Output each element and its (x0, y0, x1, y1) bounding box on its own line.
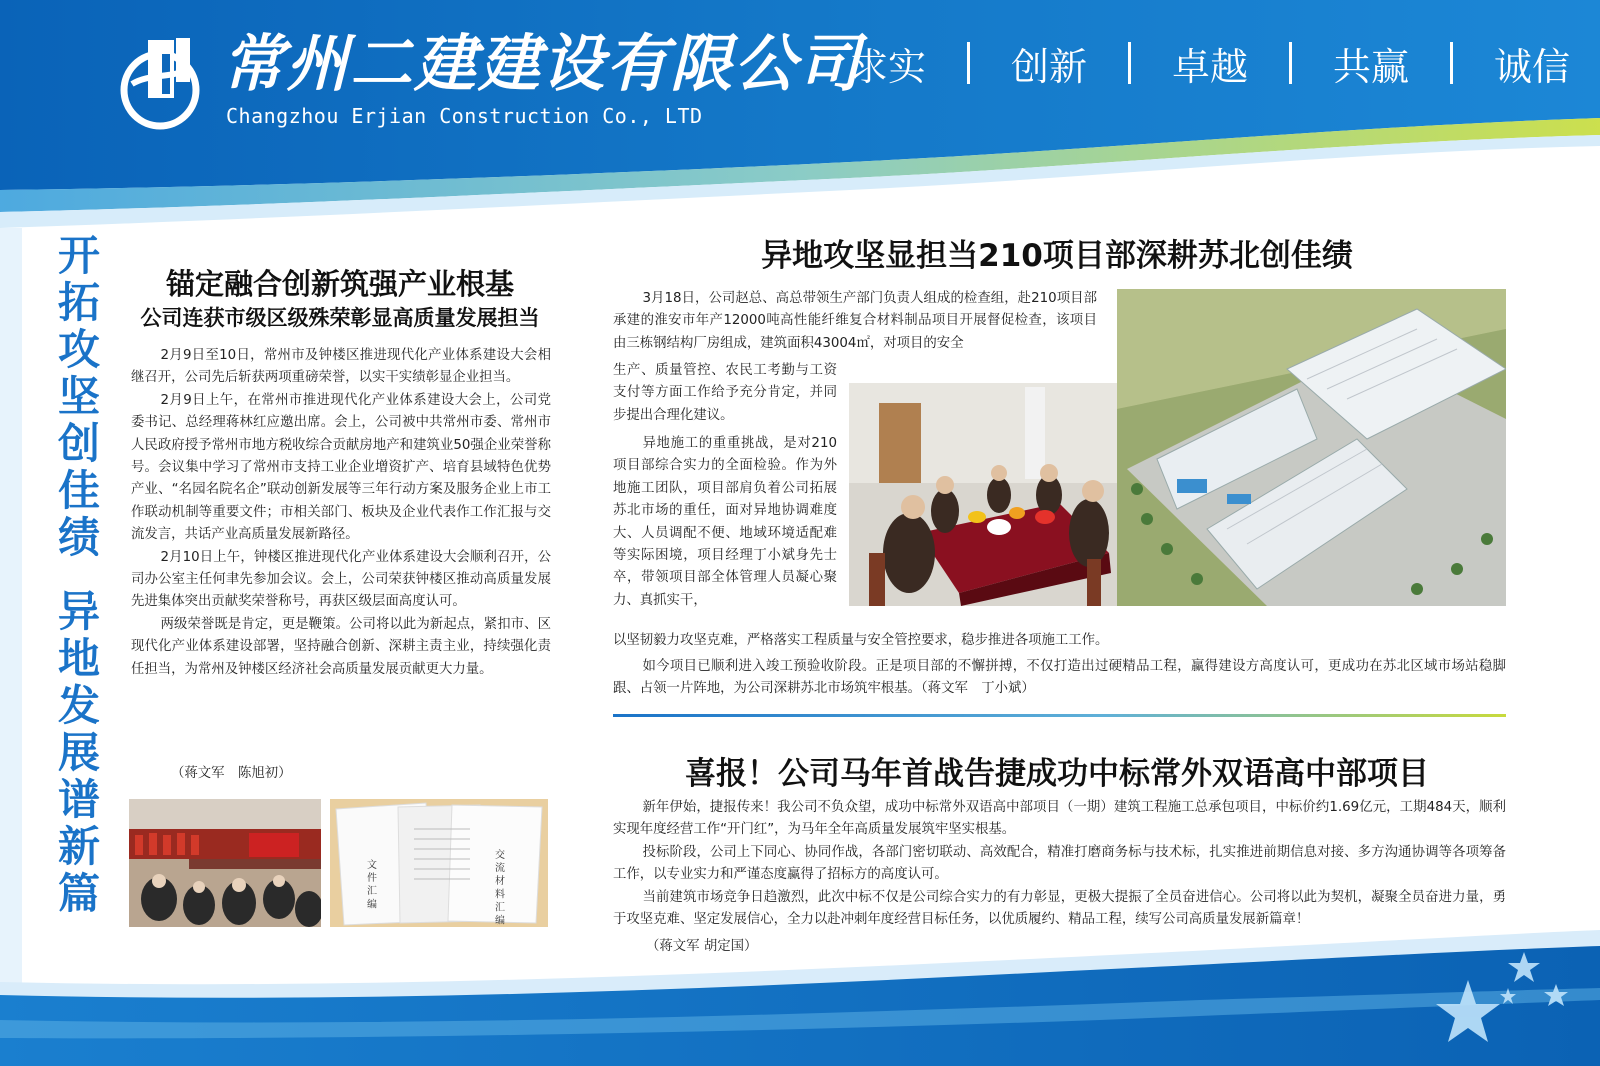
left-article-paragraph: 两级荣誉既是肯定，更是鞭策。公司将以此为新起点，紧扣市、区现代化产业体系建设部署，坚持融合创新、深耕主责主业，持续强化责任担当，为常州及钟楼区经济社会高质量发展贡献更大力量。 (131, 616, 551, 677)
paragraph-text: 如今项目已顺利进入竣工预验收阶段。正是项目部的不懈拼搏，不仅打造出过硬精品工程，赢得建设方高度认可，更成功在苏北区域市场站稳脚跟、占领一片阵地，为公司深耕苏北市场筑牢根基。（蒋文军 丁小斌） (613, 659, 1506, 697)
top-right-article-title: 异地攻坚显担当210项目部深耕苏北创佳绩 (761, 238, 1353, 274)
bottom-article-title: 喜报！公司马年首战告捷成功中标常外双语高中部项目 (685, 756, 1429, 792)
side-banner-char: 发 (57, 681, 100, 730)
paragraph-text: 生产、质量管控、农民工考勤与工资支付等方面工作给予充分肯定，并同步提出合理化建议。 (613, 363, 837, 423)
meeting-photo (849, 383, 1117, 606)
side-banner-char: 地 (57, 634, 100, 683)
document-title-1: 文 件 汇 编 (364, 859, 376, 909)
top-right-article-paragraph-cont (613, 630, 1506, 652)
side-banner-char: 展 (57, 728, 100, 777)
left-article-subtitle: 公司连获市级区级殊荣彰显高质量发展担当 (140, 306, 540, 330)
slogan-divider (1289, 42, 1292, 84)
company-name-en: Changzhou Erjian Construction Co., LTD (226, 104, 703, 128)
top-right-article-paragraph (613, 656, 1506, 701)
bottom-article-byline: （蒋文军 胡定国） (646, 939, 758, 954)
bottom-article-paragraph: 投标阶段，公司上下同心、协同作战，各部门密切联动、高效配合，精准打磨商务标与技术标，扎实推进前期信息对接、多方沟通协调等各项筹备工作，以专业实力和严谨态度赢得了招标方的高度认可。 (613, 844, 1506, 883)
slogan-divider (967, 42, 970, 84)
bottom-article-paragraph: 新年伊始，捷报传来！我公司不负众望，成功中标常外双语高中部项目（一期）建筑工程施工总承包项目，中标价约1.69亿元，工期484天，顺利实现年度经营工作“开门红”，为马年全年高质量发展筑牢坚实根基。 (613, 800, 1506, 838)
slogan-item: 卓越 (1171, 44, 1248, 89)
slogan-item: 诚信 (1493, 44, 1570, 89)
side-banner-char: 创 (57, 419, 100, 468)
left-article-paragraph: 2月10日上午，钟楼区推进现代化产业体系建设大会顺利召开，公司办公室主任何聿先参加会议。会上，公司荣获钟楼区推动高质量发展先进集体突出贡献奖荣誉称号，再获区级层面高度认可。 (131, 549, 551, 610)
left-article-body (131, 345, 551, 681)
bottom-article-body (613, 797, 1506, 931)
side-banner-char: 佳 (57, 466, 100, 515)
side-banner-char: 异 (57, 587, 100, 636)
slogan-bar (850, 38, 1570, 88)
side-banner-line1 (56, 232, 102, 561)
side-banner-char: 攻 (57, 325, 100, 374)
aerial-project-photo (1117, 289, 1506, 606)
left-article-byline: （蒋文军 陈旭初） (171, 766, 292, 781)
paragraph-text: 以坚韧毅力攻坚克难，严格落实工程质量与安全管控要求，稳步推进各项施工工作。 (613, 633, 1109, 648)
slogan-item: 创新 (1010, 44, 1087, 89)
left-article-title: 锚定融合创新筑强产业根基 (165, 267, 514, 301)
company-logo-icon (118, 34, 208, 132)
documents-photo (330, 799, 548, 927)
top-right-article-paragraph-cont (613, 360, 837, 427)
left-article-paragraph: 2月9日上午，在常州市推进现代化产业体系建设大会上，公司党委书记、总经理蒋林红应邀出席。会上，公司被中共常州市委、常州市人民政府授予常州市地方税收综合贡献房地产和建筑业50强企业荣誉称号。会议集中学习了常州市支持工业企业增资扩产、培育县域特色优势产业、“名园名院名企”联动创新发展等三年行动方案及服务企业上市工作联动机制等重要文件；市相关部门、板块及企业代表作工作汇报与交流发言，共话产业高质量发展新路径。 (131, 392, 551, 543)
side-banner-char: 谱 (57, 775, 100, 824)
document-title-2: 交 流 材 料 汇 编 (492, 849, 504, 925)
bottom-article-paragraph: 当前建筑市场竞争日趋激烈，此次中标不仅是公司综合实力的有力彰显，更极大提振了全员奋进信心。公司将以此为契机，凝聚全员奋进力量，勇于攻坚克难、坚定发展信心，全力以赴冲刺年度经营目标任务，以优质履约、精品工程，续写公司高质量发展新篇章！ (613, 889, 1506, 928)
side-banner-char: 篇 (57, 869, 100, 918)
slogan-item: 共赢 (1332, 44, 1409, 89)
side-banner-char: 拓 (57, 278, 100, 327)
paragraph-text: 3月18日，公司赵总、高总带领生产部门负责人组成的检查组，赴210项目部承建的淮安市年产12000吨高性能纤维复合材料制品项目开展督促检查，该项目由三栋钢结构厂房组成，建筑面积43004㎡，对项目的安全 (613, 291, 1097, 351)
left-article-paragraph: 2月9日至10日，常州市及钟楼区推进现代化产业体系建设大会相继召开，公司先后斩获两项重磅荣誉，以实干实绩彰显企业担当。 (131, 348, 551, 386)
side-banner-char: 新 (57, 822, 100, 871)
slogan-divider (1128, 42, 1131, 84)
conference-photo (129, 799, 321, 927)
slogan-item: 求实 (850, 44, 927, 89)
side-banner-char: 绩 (57, 513, 100, 562)
side-banner-line2 (56, 588, 102, 917)
slogan-divider (1450, 42, 1453, 84)
top-right-article-paragraph (613, 433, 837, 612)
section-divider (613, 714, 1506, 717)
side-banner-char: 开 (57, 231, 100, 280)
company-name-cn: 常州二建建设有限公司 (222, 27, 863, 100)
paragraph-text: 异地施工的重重挑战，是对210项目部综合实力的全面检验。作为外地施工团队，项目部肩负着公司拓展苏北市场的重任，面对异地协调难度大、人员调配不便、地域环境适配难等实际困境，项目经理丁小斌身先士卒，带领项目部全体管理人员凝心聚力、真抓实干， (613, 436, 837, 608)
side-banner-char: 坚 (57, 372, 100, 421)
top-right-article-paragraph (613, 288, 1097, 355)
